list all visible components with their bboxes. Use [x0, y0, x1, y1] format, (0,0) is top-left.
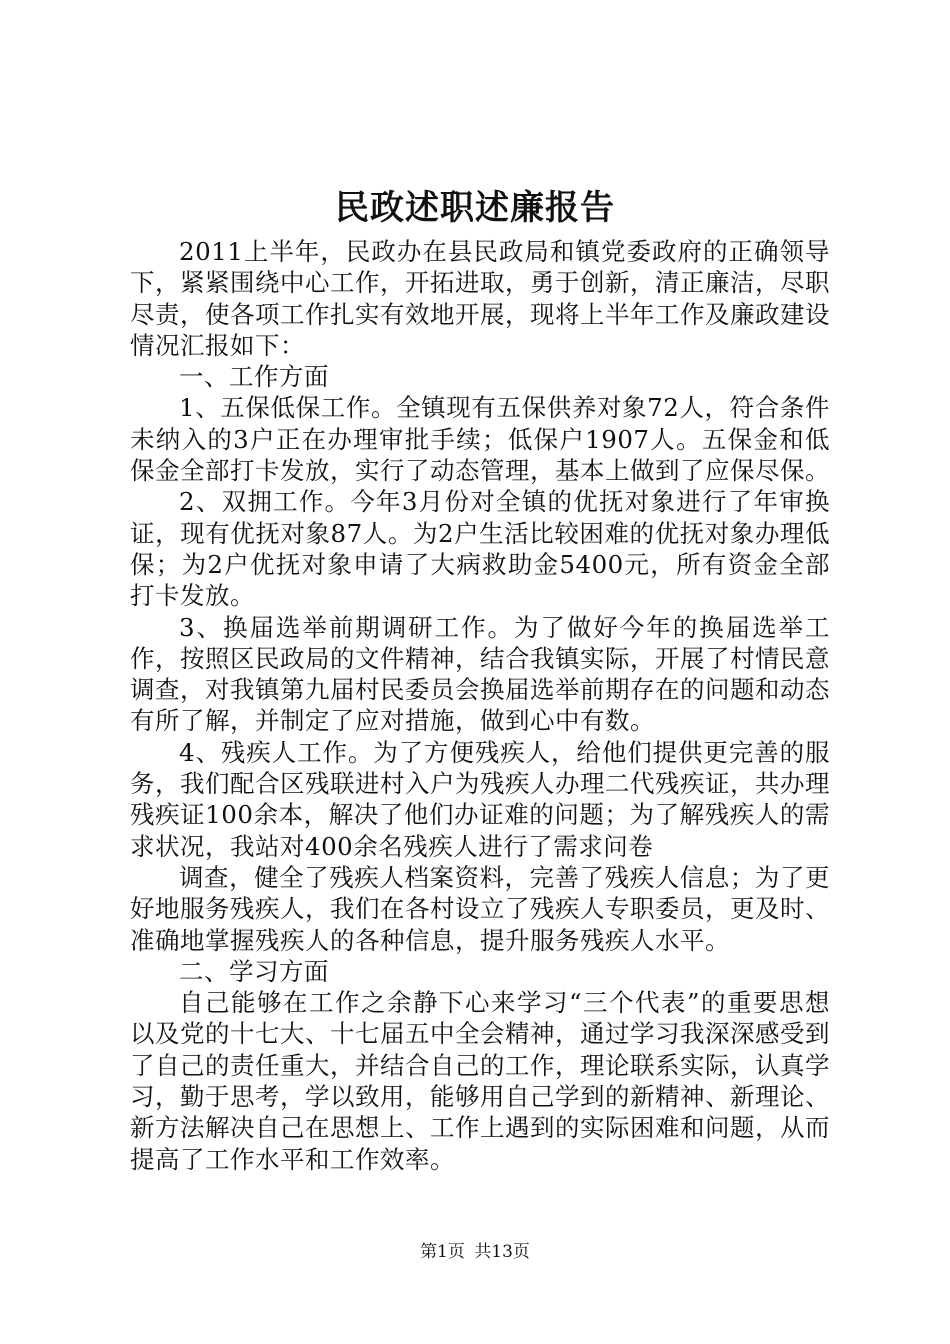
- section-heading-work: 一、工作方面: [179, 362, 329, 392]
- section-heading-study: 二、学习方面: [179, 956, 329, 986]
- paragraph-disabled-2: 调查，健全了残疾人档案资料，完善了残疾人信息；为了更好地服务残疾人，我们在各村设立了残疾人专职委员，更及时、准确地掌握残疾人的各种信息，提升服务残疾人水平。: [130, 862, 830, 955]
- paragraph-election: 3、换届选举前期调研工作。为了做好今年的换届选举工作，按照区民政局的文件精神，结合我镇实际，开展了村情民意调查，对我镇第九届村民委员会换届选举前期存在的问题和动态有所了解，并制定了应对措施，做到心中有数。: [130, 612, 830, 736]
- page-total: 共13页: [474, 1242, 530, 1262]
- paragraph-disabled-1: 4、残疾人工作。为了方便残疾人，给他们提供更完善的服务，我们配合区残联进村入户为残疾人办理二代残疾证，共办理残疾证100余本，解决了他们办证难的问题；为了解残疾人的需求状况，我站对400余名残疾人进行了需求问卷: [130, 737, 830, 861]
- paragraph-study: 自己能够在工作之余静下心来学习“三个代表”的重要思想以及党的十七大、十七届五中全会精神，通过学习我深深感受到了自己的责任重大，并结合自己的工作，理论联系实际，认真学习，勤于思考，学以致用，能够用自己学到的新精神、新理论、新方法解决自己在思想上、工作上遇到的实际困难和问题，从而提高了工作水平和工作效率。: [130, 988, 830, 1174]
- document-title: 民政述职述廉报告: [335, 188, 615, 228]
- paragraph-shuangyong: 2、双拥工作。今年3月份对全镇的优抚对象进行了年审换证，现有优抚对象87人。为2户生活比较困难的优抚对象办理低保；为2户优抚对象申请了大病救助金5400元，所有资金全部打卡发放。: [130, 487, 830, 611]
- page-number: 第1页: [420, 1242, 465, 1262]
- page-footer: [0, 1240, 950, 1264]
- document-body: [130, 236, 830, 1175]
- paragraph-wubao-dibao: 1、五保低保工作。全镇现有五保供养对象72人，符合条件未纳入的3户正在办理审批手续；低保户1907人。五保金和低保金全部打卡发放，实行了动态管理，基本上做到了应保尽保。: [130, 393, 830, 486]
- intro-paragraph: 2011上半年，民政办在县民政局和镇党委政府的正确领导下，紧紧围绕中心工作，开拓进取，勇于创新，清正廉洁，尽职尽责，使各项工作扎实有效地开展，现将上半年工作及廉政建设情况汇报如下：: [130, 237, 830, 360]
